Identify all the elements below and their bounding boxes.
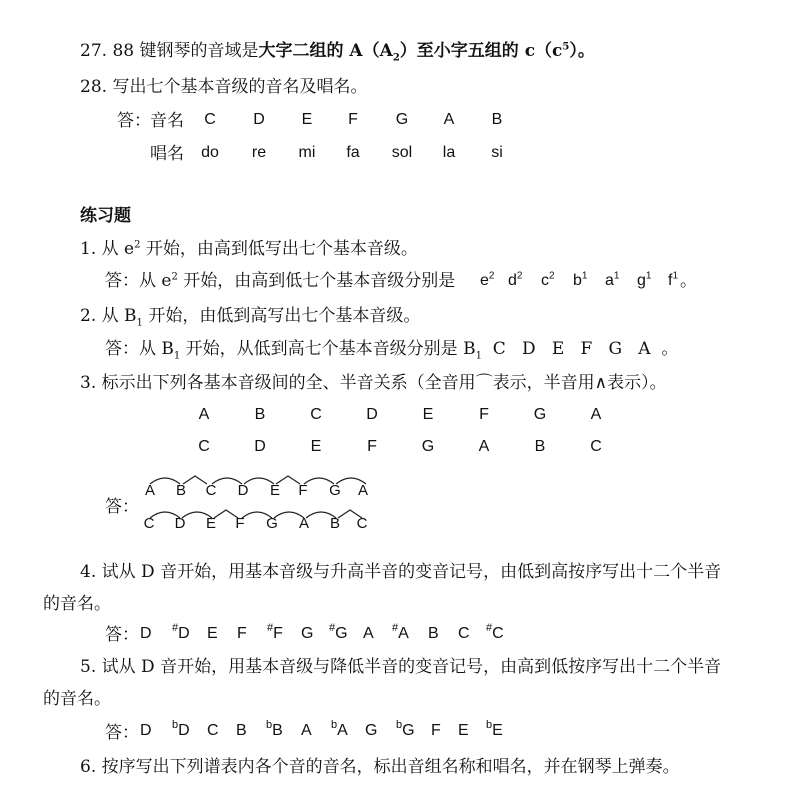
solfege-label: 唱名 <box>150 144 184 164</box>
q3-note: F <box>479 406 489 423</box>
note-names-label: 音名 <box>150 111 184 131</box>
q3-answer-note: A <box>298 515 309 532</box>
q3-note: B <box>534 438 546 455</box>
answer-1-end: 。 <box>680 271 697 291</box>
answer-note: $d^2$ <box>508 270 523 289</box>
item-28 <box>80 76 367 98</box>
semitone-note: F <box>237 625 247 642</box>
question-text: 试从 D 音开始，用基本音级与降低半音的变音记号，由高到低按序写出十二个半音 <box>101 657 722 677</box>
q3-answer-note: F <box>298 482 308 499</box>
answer-note: $c^2$ <box>541 270 555 289</box>
item-27 <box>80 40 595 62</box>
q3-answer-note: E <box>205 515 216 532</box>
solfege-syllable: re <box>251 144 267 161</box>
table-answer-label: 答： <box>117 111 151 131</box>
q3-note: D <box>366 406 378 423</box>
q3-answer-note: A <box>357 482 368 499</box>
question-text: 试从 D 音开始，用基本音级与升高半音的变音记号，由低到高按序写出十二个半音 <box>101 562 722 582</box>
question-5 <box>80 656 721 678</box>
q3-note: C <box>310 406 322 423</box>
note-name: E <box>301 111 313 128</box>
question-3 <box>80 372 667 394</box>
q3-answer-note: B <box>175 482 186 499</box>
semitone-note: #C <box>486 622 504 642</box>
semitone-note: $^b$B <box>266 719 283 739</box>
answer-note: $b^1$ <box>573 270 588 289</box>
semitone-note: #F <box>267 622 283 642</box>
q3-answer-note: F <box>235 515 245 532</box>
q3-note: C <box>590 438 602 455</box>
semitone-note: B <box>428 625 439 642</box>
semitone-note: G <box>365 722 378 739</box>
q3-note: G <box>421 438 435 455</box>
semitone-note: $^b$E <box>486 719 503 739</box>
section-title: 练习题 <box>80 206 131 226</box>
semitone-note: G <box>301 625 314 642</box>
semitone-note: C <box>458 625 470 642</box>
question-6 <box>80 756 680 778</box>
semitone-note: $^b$D <box>172 719 190 739</box>
q3-answer-note: D <box>237 482 249 499</box>
question-2: 2. 从 $B_1$ 开始，由低到高写出七个基本音级。 <box>80 306 421 329</box>
item-text: 写出七个基本音级的音名及唱名。 <box>112 77 368 97</box>
question-text: 按序写出下列谱表内各个音的音名，标出音组名称和唱名，并在钢琴上弹奏。 <box>101 757 680 777</box>
item-text-bold: 大字二组的 $A(A_2)$至小字五组的 $c(c^5)$。 <box>258 41 595 64</box>
note-name: G <box>395 111 409 128</box>
question-number: 3. <box>80 373 97 393</box>
note-name: D <box>253 111 265 128</box>
q3-note: F <box>367 438 377 455</box>
q3-answer-note: E <box>269 482 280 499</box>
q3-answer-note: B <box>329 515 340 532</box>
item-number: 27. <box>80 41 108 61</box>
solfege-syllable: la <box>442 144 456 161</box>
semitone-note: C <box>207 722 219 739</box>
solfege-syllable: sol <box>391 144 413 161</box>
q3-note: D <box>254 438 266 455</box>
q3-note: B <box>254 406 266 423</box>
answer-note: $f^1$ <box>668 270 679 289</box>
item-number: 28. <box>80 77 108 97</box>
solfege-syllable: do <box>201 144 219 161</box>
item-text: 88 键钢琴的音域是 <box>112 41 259 61</box>
q3-note: A <box>590 406 602 423</box>
semitone-note: $^b$G <box>396 719 415 739</box>
q3-answer-note: C <box>205 482 217 499</box>
semitone-note: D <box>140 722 152 739</box>
q3-note: G <box>533 406 547 423</box>
note-name: A <box>443 111 455 128</box>
semitone-note: #D <box>172 622 190 642</box>
q3-answer-note: G <box>266 515 278 532</box>
answer-4-label: 答： <box>105 625 139 645</box>
q3-note: A <box>198 406 210 423</box>
q3-answer-label: 答： <box>105 497 139 517</box>
answer-5-label: 答： <box>105 723 139 743</box>
semitone-note: #A <box>392 622 409 642</box>
question-text: 标示出下列各基本音级间的全、半音关系（全音用⌒表示，半音用∧表示）。 <box>101 373 667 393</box>
semitone-note: A <box>363 625 374 642</box>
question-number: 1. <box>80 239 97 259</box>
q3-answer-note: C <box>356 515 368 532</box>
q3-note: E <box>310 438 322 455</box>
semitone-note: E <box>458 722 469 739</box>
question-4-cont: 的音名。 <box>43 594 111 614</box>
answer-2: 答：从 $B_1$ 开始，从低到高七个基本音级分别是 $B_1$ C D E F G A 。 <box>105 339 679 362</box>
q3-answer-note: A <box>144 482 155 499</box>
answer-1: 答：从 $e^2$ 开始，由高到低七个基本音级分别是 <box>105 271 456 291</box>
solfege-syllable: si <box>491 144 503 161</box>
q3-answer-note: G <box>329 482 341 499</box>
answer-note: $a^1$ <box>605 270 620 289</box>
q3-note: E <box>422 406 434 423</box>
semitone-note: #G <box>329 622 348 642</box>
q3-answer-note: C <box>143 515 155 532</box>
note-name: C <box>204 111 216 128</box>
answer-note: $g^1$ <box>637 270 652 289</box>
answer-note: $e^2$ <box>480 270 495 289</box>
solfege-syllable: fa <box>346 144 360 161</box>
solfege-syllable: mi <box>298 144 316 161</box>
q3-note: C <box>198 438 210 455</box>
question-4 <box>80 561 721 583</box>
q3-answer-note: D <box>174 515 186 532</box>
semitone-note: F <box>431 722 441 739</box>
question-1: 1. 从 $e^2$ 开始，由高到低写出七个基本音级。 <box>80 239 418 259</box>
question-number: 5. <box>80 657 97 677</box>
question-number: 6. <box>80 757 97 777</box>
question-number: 4. <box>80 562 97 582</box>
semitone-note: A <box>301 722 312 739</box>
semitone-note: E <box>207 625 218 642</box>
question-number: 2. <box>80 306 97 326</box>
question-5-cont: 的音名。 <box>43 689 111 709</box>
note-name: B <box>491 111 503 128</box>
semitone-note: $^b$A <box>331 719 348 739</box>
semitone-note: B <box>236 722 247 739</box>
semitone-note: D <box>140 625 152 642</box>
q3-note: A <box>478 438 490 455</box>
note-name: F <box>348 111 358 128</box>
